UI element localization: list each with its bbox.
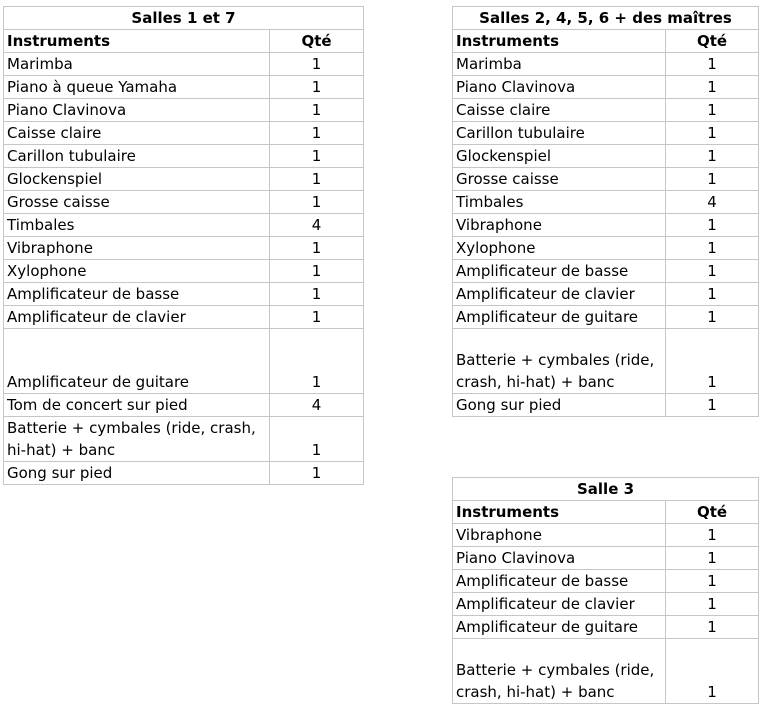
instrument-qty: 1 xyxy=(666,76,759,99)
instrument-name: Vibraphone xyxy=(453,214,666,237)
instrument-qty: 1 xyxy=(666,260,759,283)
instrument-qty: 4 xyxy=(270,394,364,417)
instrument-qty: 1 xyxy=(666,547,759,570)
instrument-name: Batterie + cymbales (ride, crash, hi-hat) + banc xyxy=(4,417,270,462)
table-row xyxy=(453,191,759,214)
instrument-qty: 4 xyxy=(270,214,364,237)
instrument-name: Xylophone xyxy=(4,260,270,283)
instrument-qty: 1 xyxy=(270,306,364,329)
table-row xyxy=(4,462,364,485)
instrument-qty: 1 xyxy=(666,168,759,191)
table-row xyxy=(4,191,364,214)
instrument-name: Batterie + cymbales (ride, crash, hi-hat) + banc xyxy=(453,329,666,394)
instrument-qty: 1 xyxy=(270,168,364,191)
instrument-qty: 1 xyxy=(666,53,759,76)
instrument-qty: 1 xyxy=(666,639,759,704)
instrument-name: Caisse claire xyxy=(4,122,270,145)
table-row xyxy=(4,99,364,122)
instrument-name: Amplificateur de basse xyxy=(453,260,666,283)
table-row xyxy=(453,639,759,704)
table-title-row xyxy=(453,7,759,30)
instrument-name: Vibraphone xyxy=(4,237,270,260)
table-row xyxy=(453,394,759,417)
instrument-name: Gong sur pied xyxy=(453,394,666,417)
instrument-name: Carillon tubulaire xyxy=(4,145,270,168)
instrument-qty: 1 xyxy=(666,306,759,329)
table-row xyxy=(453,76,759,99)
instrument-name: Piano Clavinova xyxy=(453,547,666,570)
table-title-row xyxy=(453,478,759,501)
instrument-name: Amplificateur de basse xyxy=(4,283,270,306)
instrument-name: Marimba xyxy=(4,53,270,76)
instrument-name: Amplificateur de guitare xyxy=(453,616,666,639)
table-row xyxy=(4,53,364,76)
instrument-name: Timbales xyxy=(4,214,270,237)
instrument-name: Gong sur pied xyxy=(4,462,270,485)
instrument-name: Amplificateur de basse xyxy=(453,570,666,593)
table-row xyxy=(4,168,364,191)
table-row xyxy=(453,237,759,260)
instrument-qty: 1 xyxy=(666,329,759,394)
instrument-qty: 1 xyxy=(666,394,759,417)
table-row xyxy=(4,306,364,329)
instrument-name: Grosse caisse xyxy=(453,168,666,191)
instrument-qty: 1 xyxy=(666,237,759,260)
instrument-name: Grosse caisse xyxy=(4,191,270,214)
table-salles-2-4-5-6 xyxy=(452,6,759,417)
instrument-name: Marimba xyxy=(453,53,666,76)
table-row xyxy=(453,122,759,145)
table-salles-1-7 xyxy=(3,6,364,485)
instrument-qty: 1 xyxy=(270,417,364,462)
table-header-row xyxy=(453,501,759,524)
table-title: Salles 1 et 7 xyxy=(4,7,364,30)
column-header-instruments: Instruments xyxy=(453,501,666,524)
table-header-row xyxy=(4,30,364,53)
table-title-row xyxy=(4,7,364,30)
column-header-qty: Qté xyxy=(666,30,759,53)
instrument-name: Vibraphone xyxy=(453,524,666,547)
table-row xyxy=(453,329,759,394)
instrument-qty: 1 xyxy=(270,191,364,214)
instrument-qty: 1 xyxy=(666,214,759,237)
table-row xyxy=(453,570,759,593)
instrument-name: Amplificateur de guitare xyxy=(4,329,270,394)
instrument-qty: 1 xyxy=(666,570,759,593)
instrument-name: Amplificateur de clavier xyxy=(4,306,270,329)
instrument-qty: 1 xyxy=(270,237,364,260)
table-row xyxy=(453,547,759,570)
table-header-row xyxy=(453,30,759,53)
instrument-qty: 1 xyxy=(666,593,759,616)
instrument-name: Caisse claire xyxy=(453,99,666,122)
column-header-instruments: Instruments xyxy=(4,30,270,53)
instrument-qty: 1 xyxy=(270,145,364,168)
instrument-name: Amplificateur de clavier xyxy=(453,593,666,616)
table-row xyxy=(453,214,759,237)
instrument-name: Timbales xyxy=(453,191,666,214)
instrument-name: Carillon tubulaire xyxy=(453,122,666,145)
table-row xyxy=(453,53,759,76)
instrument-qty: 1 xyxy=(270,53,364,76)
table-title: Salle 3 xyxy=(453,478,759,501)
table-row xyxy=(453,593,759,616)
instrument-name: Piano Clavinova xyxy=(4,99,270,122)
instrument-qty: 1 xyxy=(270,122,364,145)
table-salle-3 xyxy=(452,477,759,704)
instrument-name: Batterie + cymbales (ride, crash, hi-hat) + banc xyxy=(453,639,666,704)
table-row xyxy=(453,99,759,122)
instrument-qty: 1 xyxy=(666,145,759,168)
instrument-qty: 1 xyxy=(270,462,364,485)
table-title: Salles 2, 4, 5, 6 + des maîtres xyxy=(453,7,759,30)
instrument-name: Piano à queue Yamaha xyxy=(4,76,270,99)
table-row xyxy=(4,145,364,168)
instrument-qty: 1 xyxy=(270,260,364,283)
table-row xyxy=(4,76,364,99)
table-row xyxy=(4,237,364,260)
table-row xyxy=(4,122,364,145)
table-row xyxy=(453,306,759,329)
column-header-instruments: Instruments xyxy=(453,30,666,53)
instrument-qty: 4 xyxy=(666,191,759,214)
instrument-name: Glockenspiel xyxy=(4,168,270,191)
instrument-name: Tom de concert sur pied xyxy=(4,394,270,417)
instrument-name: Amplificateur de clavier xyxy=(453,283,666,306)
column-header-qty: Qté xyxy=(270,30,364,53)
table-row xyxy=(453,524,759,547)
table-row xyxy=(4,417,364,462)
table-row xyxy=(453,145,759,168)
instrument-qty: 1 xyxy=(270,283,364,306)
table-row xyxy=(4,283,364,306)
table-row xyxy=(453,260,759,283)
table-row xyxy=(4,214,364,237)
table-row xyxy=(4,329,364,394)
instrument-qty: 1 xyxy=(270,99,364,122)
instrument-qty: 1 xyxy=(666,616,759,639)
instrument-qty: 1 xyxy=(666,524,759,547)
table-row xyxy=(453,283,759,306)
column-header-qty: Qté xyxy=(666,501,759,524)
instrument-qty: 1 xyxy=(666,283,759,306)
instrument-qty: 1 xyxy=(270,329,364,394)
instrument-name: Piano Clavinova xyxy=(453,76,666,99)
instrument-qty: 1 xyxy=(270,76,364,99)
table-row xyxy=(453,168,759,191)
instrument-name: Xylophone xyxy=(453,237,666,260)
instrument-qty: 1 xyxy=(666,99,759,122)
table-row xyxy=(4,260,364,283)
table-row xyxy=(4,394,364,417)
instrument-name: Glockenspiel xyxy=(453,145,666,168)
table-row xyxy=(453,616,759,639)
instrument-name: Amplificateur de guitare xyxy=(453,306,666,329)
instrument-qty: 1 xyxy=(666,122,759,145)
